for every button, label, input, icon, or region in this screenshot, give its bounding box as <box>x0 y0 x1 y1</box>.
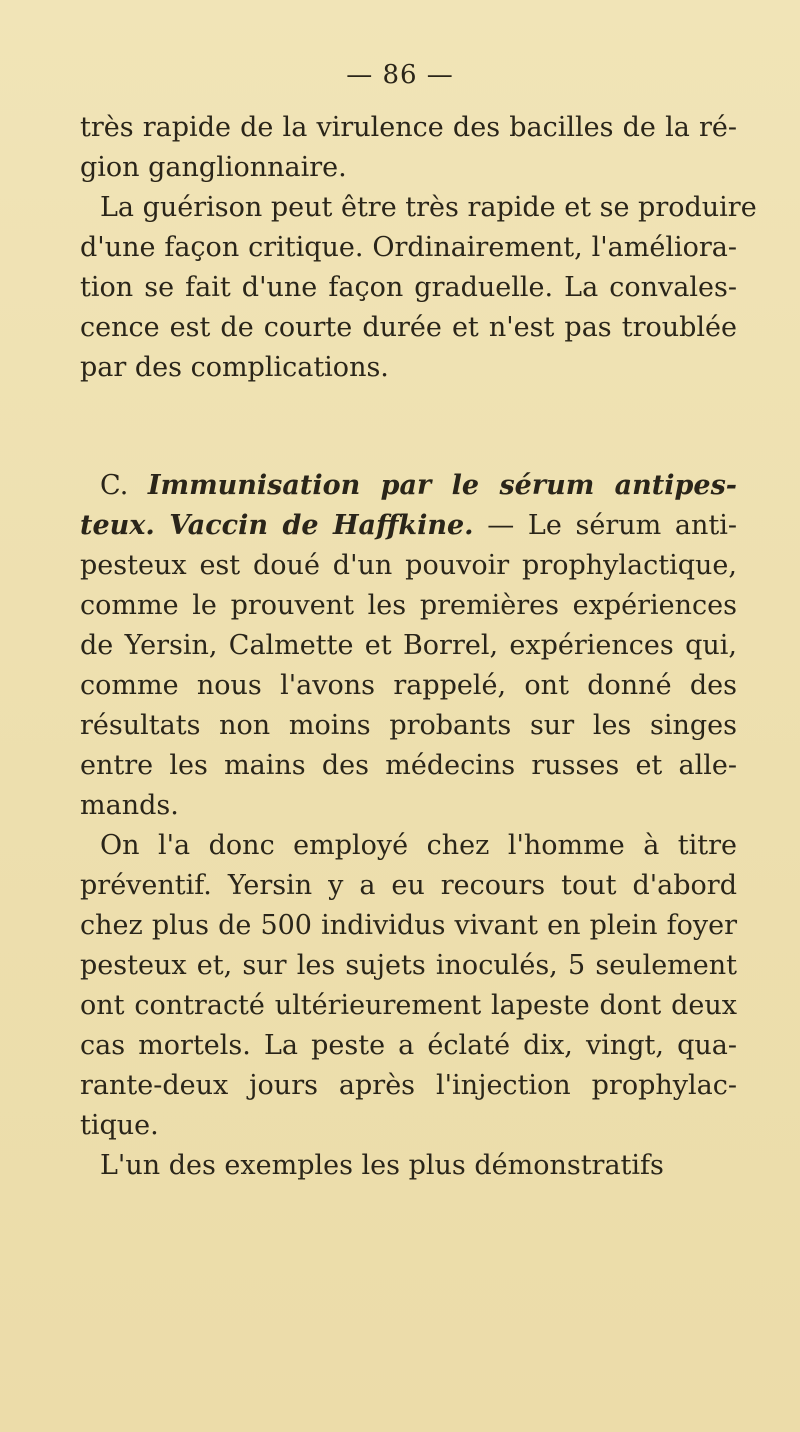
text-line: préventif. Yersin y a eu recours tout d'abord <box>80 870 737 901</box>
text-line: L'un des exemples les plus démonstratifs <box>100 1150 664 1181</box>
text-line: cas mortels. La peste a éclaté dix, vingt, qua- <box>80 1030 737 1061</box>
page-number: — 86 — <box>346 60 454 90</box>
text-line: très rapide de la virulence des bacilles de la ré- <box>80 112 737 143</box>
text-line: chez plus de 500 individus vivant en plein foyer <box>80 910 737 941</box>
text-line: rante-deux jours après l'injection prophylac- <box>80 1070 737 1101</box>
text-line: tion se fait d'une façon graduelle. La convales- <box>80 272 737 303</box>
text-line: On l'a donc employé chez l'homme à titre <box>100 830 737 861</box>
text-line: pesteux est doué d'un pouvoir prophylactique, <box>80 550 737 581</box>
text-line: tique. <box>80 1110 159 1141</box>
section-heading-line <box>100 466 737 506</box>
text-line: comme le prouvent les premières expériences <box>80 590 737 621</box>
text-line: par des complications. <box>80 352 389 383</box>
text-line: d'une façon critique. Ordinairement, l'améliora- <box>80 232 737 263</box>
text-line: de Yersin, Calmette et Borrel, expériences qui, <box>80 630 737 661</box>
section-title: Immunisation par le sérum antipes- <box>147 470 737 501</box>
text-line: La guérison peut être très rapide et se produire <box>100 192 757 223</box>
text-line: ont contracté ultérieurement lapeste dont deux <box>80 990 737 1021</box>
text-line: entre les mains des médecins russes et alle- <box>80 750 737 781</box>
text-line: comme nous l'avons rappelé, ont donné des <box>80 670 737 701</box>
text-line: gion ganglionnaire. <box>80 152 347 183</box>
text-line: cence est de courte durée et n'est pas troublée <box>80 312 737 343</box>
section-label: C. <box>100 470 129 501</box>
section-heading-line-2 <box>80 506 737 546</box>
section-title-continued: teux. Vaccin de Haffkine. <box>80 510 474 541</box>
text-line: mands. <box>80 790 179 821</box>
text-line: résultats non moins probants sur les singes <box>80 710 737 741</box>
text-line: pesteux et, sur les sujets inoculés, 5 seulement <box>80 950 737 981</box>
text-segment: — Le sérum anti- <box>473 510 737 541</box>
